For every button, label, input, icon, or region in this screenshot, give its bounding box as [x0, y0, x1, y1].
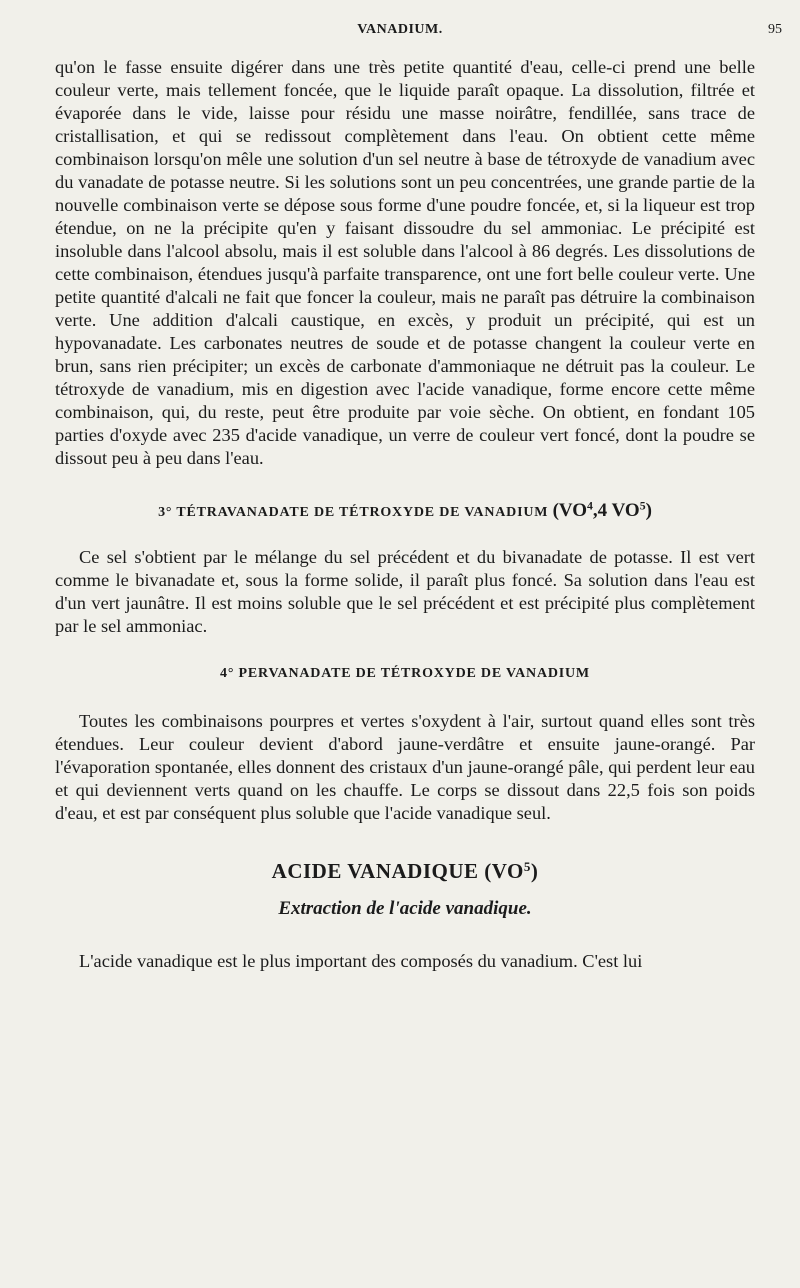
- running-title: VANADIUM.: [357, 22, 443, 37]
- section-heading-tetravanadate: [55, 500, 755, 522]
- running-header: [0, 22, 800, 42]
- paragraph-pervanadate: Toutes les combinaisons pourpres et vertes s'oxydent à l'air, surtout quand elles sont très étendues. Leur couleur devient d'abord jaune-verdâtre et ensuite jaune-orangé. Par l'évaporation spontanée, elles donnent des cristaux d'un jaune-orangé pâle, qui perdent leur eau et qui deviennent verts quand on les chauffe. Le corps se dissout dans 22,5 fois son poids d'eau, et est par conséquent plus soluble que l'acide vanadique seul.: [55, 711, 755, 823]
- page-number: 95: [768, 22, 782, 37]
- section-heading-text: 3° TÉTRAVANADATE DE TÉTROXYDE DE VANADIUM: [158, 505, 549, 520]
- chapter-heading: ACIDE VANADIQUE $(VO^5)$: [271, 858, 539, 883]
- paragraph-continuation: qu'on le fasse ensuite digérer dans une très petite quantité d'eau, celle-ci prend une belle couleur verte, mais tellement foncée, que le liquide paraît opaque. La dissolution, filtrée et évaporée dans le vide, laisse pour résidu une masse noirâtre, fendillée, sans trace de cristallisation, et qui se redissout complètement dans l'eau. On obtient cette même combinaison lorsqu'on mêle une solution d'un sel neutre à base de tétroxyde de vanadium avec du vanadate de potasse neutre. Si les solutions sont un peu concentrées, une grande partie de la nouvelle combinaison verte se dépose sous forme d'une poudre foncée, et, si la liqueur est trop étendue, on ne la précipite qu'en y faisant dissoudre du sel ammoniac. Le précipité est insoluble dans l'alcool absolu, mais il est soluble dans l'alcool à 86 degrés. Les dissolutions de cette combinaison, étendues jusqu'à parfaite transparence, ont une fort belle couleur verte. Une petite quantité d'alcali ne fait que foncer la couleur, mais ne paraît pas détruire la combinaison verte. Une addition d'alcali caustique, en excès, y produit un précipité, qui est un hypovanadate. Les carbonates neutres de soude et de potasse changent la couleur verte en brun, sans rien précipiter; un excès de carbonate d'ammoniaque ne détruit pas la couleur. Le tétroxyde de vanadium, mis en digestion avec l'acide vanadique, forme encore cette même combinaison, qui, du reste, peut être produite par voie sèche. On obtient, en fondant 105 parties d'oxyde avec 235 d'acide vanadique, un verre de couleur vert foncé, dont la poudre se dissout peu à peu dans l'eau.: [55, 57, 755, 468]
- paragraph-tetravanadate: Ce sel s'obtient par le mélange du sel précédent et du bivanadate de potasse. Il est vert comme le bivanadate et, sous la forme solide, il paraît plus foncé. Sa solution dans l'eau est d'un vert jaunâtre. Il est moins soluble que le sel précédent et est précipité plus complètement par le sel ammoniac.: [55, 547, 755, 636]
- page-body: [55, 56, 755, 973]
- chemical-formula: ($VO^4,4$ $VO^5$): [552, 499, 652, 521]
- section-heading-pervanadate: 4° PERVANADATE DE TÉTROXYDE DE VANADIUM: [220, 666, 590, 681]
- paragraph-acide-vanadique: L'acide vanadique est le plus important des composés du vanadium. C'est lui: [79, 951, 643, 971]
- chapter-subtitle: Extraction de l'acide vanadique.: [278, 898, 532, 919]
